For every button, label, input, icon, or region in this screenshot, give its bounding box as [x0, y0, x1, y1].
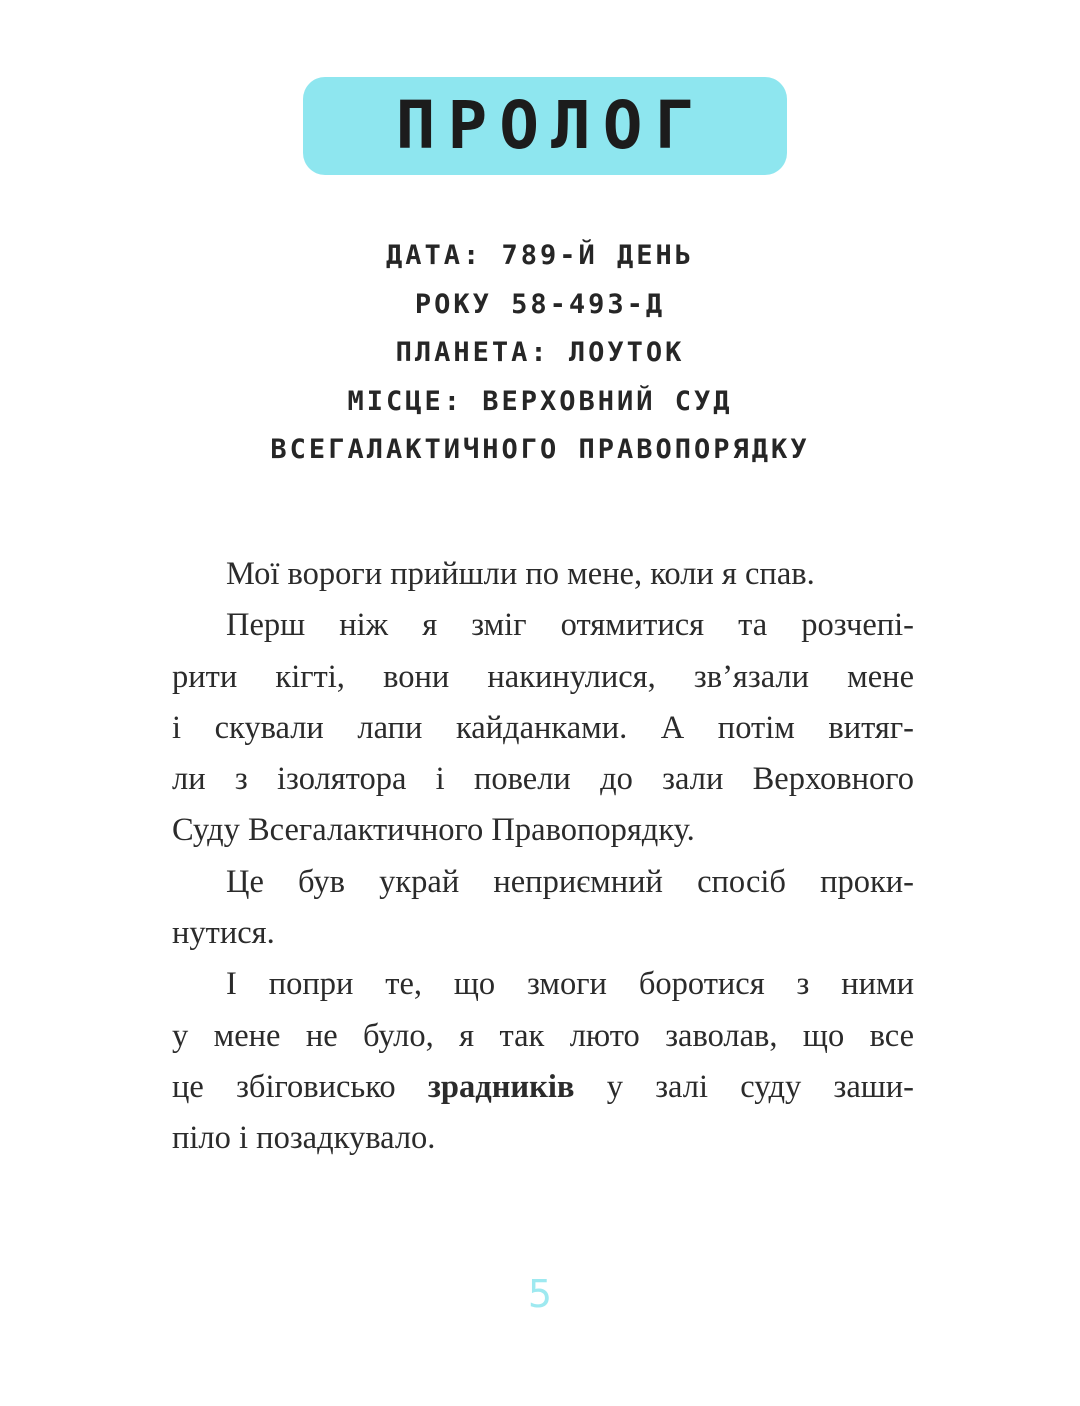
paragraph — [172, 857, 914, 960]
text-line: Мої вороги прийшли по мене, коли я спав. — [226, 556, 815, 592]
chapter-title-banner — [303, 77, 787, 175]
paragraph — [172, 549, 914, 600]
bold-word: зрадників — [427, 1068, 575, 1105]
header-place-line-2: ВСЕГАЛАКТИЧНОГО ПРАВОПОРЯДКУ — [270, 434, 810, 465]
chapter-title: ПРОЛОГ — [395, 87, 707, 164]
header-place-line: МІСЦЕ: ВЕРХОВНИЙ СУД — [347, 385, 733, 417]
text-segment: це збіговисько — [172, 1068, 428, 1105]
header-date-line: ДАТА: 789-Й ДЕНЬ — [385, 240, 695, 271]
paragraph — [172, 600, 914, 856]
text-line: Це був украй неприємний спосіб проки- — [226, 863, 914, 900]
paragraph — [172, 959, 914, 1164]
text-line: Перш ніж я зміг отямитися та розчепі- — [226, 607, 914, 644]
text-line: нутися. — [172, 915, 275, 952]
body-text — [172, 549, 914, 1165]
text-line: Суду Всегалактичного Правопорядку. — [172, 812, 695, 849]
text-line: у мене не було, я так люто заволав, що все — [172, 1017, 914, 1054]
text-line: рити кігті, вони накинулися, зв’язали мене — [172, 658, 914, 695]
text-line: піло і позадкувало. — [172, 1120, 436, 1157]
header-year-line: РОКУ 58-493-Д — [414, 288, 666, 320]
chapter-header — [0, 232, 1080, 475]
text-segment: у залі суду заши- — [574, 1068, 914, 1105]
text-line: І попри те, що змоги боротися з ними — [226, 966, 914, 1003]
page-number: 5 — [527, 1272, 553, 1316]
text-line: і скували лапи кайданками. А потім витяг- — [172, 709, 914, 746]
header-planet-line: ПЛАНЕТА: ЛОУТОК — [395, 337, 685, 368]
text-line — [172, 1062, 914, 1113]
text-line: ли з ізолятора і повели до зали Верховного — [172, 761, 914, 798]
